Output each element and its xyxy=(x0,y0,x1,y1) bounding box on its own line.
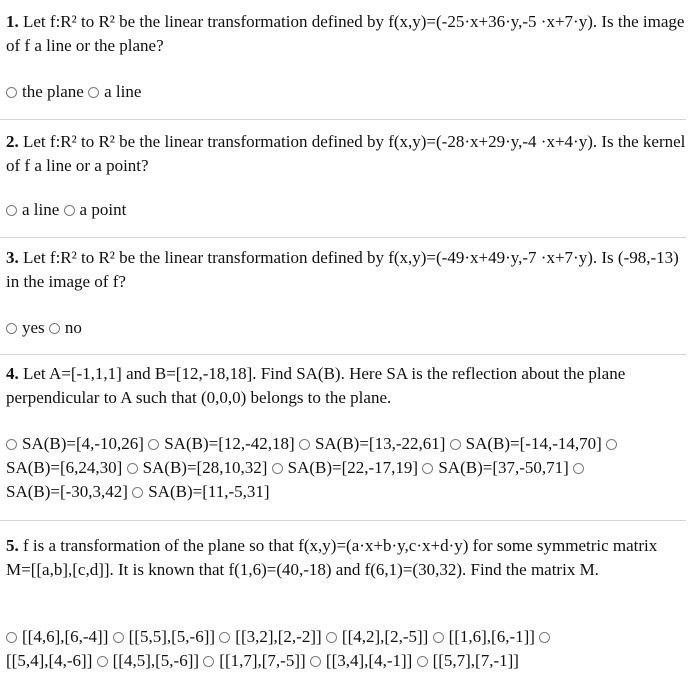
option[interactable]: SA(B)=[13,-22,61] xyxy=(299,434,445,453)
radio-button[interactable] xyxy=(326,632,337,643)
radio-button[interactable] xyxy=(49,323,60,334)
radio-button[interactable] xyxy=(203,656,214,667)
option[interactable]: [[4,2],[2,-5]] xyxy=(326,627,428,646)
option[interactable]: SA(B)=[-14,-14,70] xyxy=(450,434,602,453)
radio-button[interactable] xyxy=(6,632,17,643)
option[interactable]: a line xyxy=(88,82,141,101)
radio-button[interactable] xyxy=(272,463,283,474)
radio-button[interactable] xyxy=(6,87,17,98)
question-text: Let A=[-1,1,1] and B=[12,-18,18]. Find SA(B). Here SA is the reflection about the plane perpendicular to A such that (0,0,0) belongs to the plane. xyxy=(6,364,626,407)
question-2 xyxy=(6,130,686,178)
option[interactable]: [[4,5],[5,-6]] xyxy=(97,651,199,670)
option[interactable]: [[4,6],[6,-4]] xyxy=(6,627,108,646)
divider xyxy=(0,119,686,120)
radio-button[interactable] xyxy=(450,439,461,450)
radio-button[interactable] xyxy=(539,632,550,643)
option[interactable]: SA(B)=[12,-42,18] xyxy=(148,434,294,453)
question-1 xyxy=(6,10,686,58)
radio-button[interactable] xyxy=(417,656,428,667)
option[interactable]: a line xyxy=(6,200,59,219)
question-number: 3. xyxy=(6,248,19,267)
divider xyxy=(0,354,686,355)
question-text: Let f:R² to R² be the linear transformation defined by f(x,y)=(-49·x+49·y,-7 ·x+7·y). Is (-98,-13) in the image of f? xyxy=(6,248,679,291)
option[interactable]: SA(B)=[37,-50,71] xyxy=(422,458,568,477)
radio-button[interactable] xyxy=(6,205,17,216)
option[interactable]: SA(B)=[28,10,32] xyxy=(127,458,268,477)
question-1-options xyxy=(6,80,686,104)
question-text: Let f:R² to R² be the linear transformation defined by f(x,y)=(-25·x+36·y,-5 ·x+7·y). Is the image of f a line or the plane? xyxy=(6,12,685,55)
question-4 xyxy=(6,362,686,410)
question-number: 2. xyxy=(6,132,19,151)
radio-button[interactable] xyxy=(127,463,138,474)
option[interactable]: [[1,7],[7,-5]] xyxy=(203,651,305,670)
option[interactable]: [[5,7],[7,-1]] xyxy=(417,651,519,670)
radio-button[interactable] xyxy=(310,656,321,667)
option[interactable]: SA(B)=[11,-5,31] xyxy=(132,482,269,501)
question-number: 5. xyxy=(6,536,19,555)
option[interactable]: yes xyxy=(6,318,45,337)
option[interactable]: [[1,6],[6,-1]] xyxy=(433,627,535,646)
radio-button[interactable] xyxy=(97,656,108,667)
radio-button[interactable] xyxy=(88,87,99,98)
radio-button[interactable] xyxy=(606,439,617,450)
question-3-options xyxy=(6,316,686,340)
radio-button[interactable] xyxy=(6,439,17,450)
radio-button[interactable] xyxy=(113,632,124,643)
option[interactable]: [[5,5],[5,-6]] xyxy=(113,627,215,646)
question-3 xyxy=(6,246,686,294)
radio-button[interactable] xyxy=(219,632,230,643)
divider xyxy=(0,237,686,238)
option[interactable]: no xyxy=(49,318,82,337)
radio-button[interactable] xyxy=(433,632,444,643)
divider xyxy=(0,520,686,521)
radio-button[interactable] xyxy=(299,439,310,450)
option[interactable]: SA(B)=[22,-17,19] xyxy=(272,458,418,477)
radio-button[interactable] xyxy=(132,487,143,498)
question-number: 4. xyxy=(6,364,19,383)
radio-button[interactable] xyxy=(573,463,584,474)
option[interactable]: the plane xyxy=(6,82,84,101)
radio-button[interactable] xyxy=(6,323,17,334)
question-number: 1. xyxy=(6,12,19,31)
option[interactable]: [[3,2],[2,-2]] xyxy=(219,627,321,646)
question-text: f is a transformation of the plane so that f(x,y)=(a·x+b·y,c·x+d·y) for some symmetric matrix M=[[a,b],[c,d]]. It is known that f(1,6)=(40,-18) and f(6,1)=(30,32). Find the matrix M. xyxy=(6,536,658,579)
option[interactable]: [[5,4],[4,-6]] xyxy=(6,651,93,670)
radio-button[interactable] xyxy=(148,439,159,450)
option[interactable]: SA(B)=[4,-10,26] xyxy=(6,434,144,453)
option[interactable]: SA(B)=[-30,3,42] xyxy=(6,482,128,501)
option[interactable]: [[3,4],[4,-1]] xyxy=(310,651,412,670)
question-5-options xyxy=(6,625,686,673)
option[interactable]: a point xyxy=(64,200,127,219)
question-text: Let f:R² to R² be the linear transformation defined by f(x,y)=(-28·x+29·y,-4 ·x+4·y). Is the kernel of f a line or a point? xyxy=(6,132,686,175)
radio-button[interactable] xyxy=(422,463,433,474)
option[interactable]: SA(B)=[6,24,30] xyxy=(6,458,123,477)
radio-button[interactable] xyxy=(64,205,75,216)
question-4-options xyxy=(6,432,686,504)
question-2-options xyxy=(6,198,686,222)
question-5 xyxy=(6,534,686,582)
